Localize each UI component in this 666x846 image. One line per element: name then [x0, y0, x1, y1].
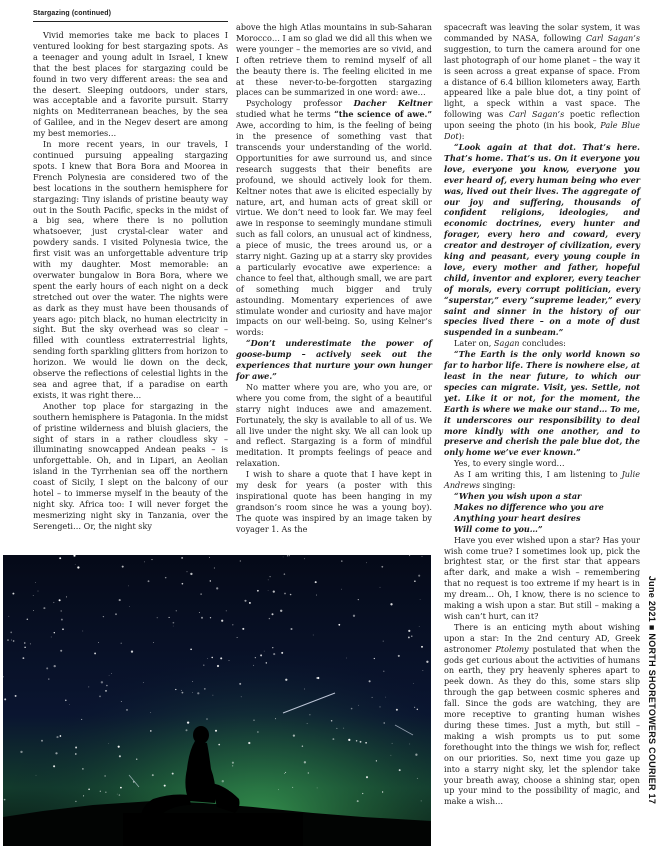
star: [283, 557, 284, 558]
star: [380, 587, 381, 588]
star: [59, 599, 61, 601]
person-name: Dacher Keltner: [353, 98, 432, 109]
star: [242, 628, 244, 630]
star: [285, 679, 287, 681]
star: [126, 709, 128, 711]
star: [129, 606, 130, 607]
star: [83, 795, 84, 796]
star: [117, 794, 118, 795]
star: [255, 657, 256, 658]
star: [35, 582, 36, 583]
folio-text: June 2021 ■ NORTH SHORETOWERS COURIER 17: [647, 575, 657, 805]
star: [173, 622, 175, 624]
star: [304, 689, 305, 690]
star: [24, 642, 25, 643]
star: [284, 773, 285, 774]
star: [272, 647, 273, 648]
star: [82, 631, 83, 632]
star: [222, 780, 224, 782]
star: [51, 637, 52, 638]
star: [169, 617, 170, 618]
star: [211, 657, 212, 658]
star: [98, 642, 99, 643]
column-2: [236, 22, 432, 535]
star: [77, 566, 79, 568]
star: [358, 705, 359, 706]
star: [372, 697, 373, 698]
star: [60, 650, 62, 652]
star: [11, 640, 12, 641]
star: [293, 734, 295, 736]
star: [99, 696, 101, 698]
star: [304, 761, 306, 763]
star: [417, 709, 418, 710]
star: [414, 580, 415, 581]
star: [36, 775, 37, 776]
star: [207, 658, 208, 659]
star: [308, 772, 309, 773]
star: [309, 714, 310, 715]
star: [399, 769, 401, 771]
star: [358, 599, 359, 600]
star: [213, 695, 214, 696]
star: [383, 641, 384, 642]
star: [210, 617, 211, 618]
pull-quote: “Don’t underestimate the power of goose-bump – actively seek out the experiences that nurture your own hunger for awe.”: [236, 338, 432, 381]
star: [409, 744, 410, 745]
star: [108, 743, 109, 744]
paragraph: Later on, Sagan concludes:: [454, 338, 566, 349]
star: [241, 696, 242, 697]
star: [268, 590, 269, 591]
star: [206, 718, 208, 720]
star: [187, 721, 189, 723]
star: [215, 730, 217, 732]
star: [237, 637, 238, 638]
star: [62, 628, 64, 630]
lyric-line: “When you wish upon a star: [454, 490, 582, 501]
star: [422, 556, 423, 557]
star: [398, 655, 400, 657]
star: [390, 603, 392, 605]
section-header: Stargazing (continued): [33, 10, 112, 17]
star: [82, 768, 84, 770]
paragraph: Psychology professor Dacher Keltner studied what he terms “the science of awe.” Awe, according to him, is the feeling of being in the presence of something vast that transcends your understanding of the world. Opportunities for awe surround us, and since research suggests that their benefits are profound, we should actively look for them. Keltner notes that awe is elicited especially by nature, art, and human acts of great skill or virtue. We don’t need to look far. We may feel awe in response to seemingly mundane stimuli such as fall colors, an unusual act of kindness, a piece of music, the trees around us, or a starry night. Gazing up at a starry sky provides a particularly evocative awe experience: a chance to feel that, although small, we are part of something much bigger and truly astounding. Momentary experiences of awe stimulate wonder and curiosity and have major impacts on our well-being. So, using Kelner’s words:: [236, 98, 432, 338]
star: [121, 643, 122, 644]
star: [75, 753, 77, 755]
star: [272, 613, 274, 615]
star: [103, 616, 104, 617]
star: [257, 590, 259, 592]
star: [290, 628, 292, 630]
paragraph: No matter where you are, who you are, or where you come from, the sight of a beautiful starry night induces awe and amazement. Fortunately, the sky is available to all of us. We all live under the night sky. We all can look up and reflect. Stargazing is a form of mindful meditation. It prompts feelings of peace and relaxation.: [236, 381, 432, 469]
star: [220, 657, 222, 659]
star: [175, 689, 176, 690]
star: [366, 776, 368, 778]
star: [287, 555, 288, 556]
star: [56, 736, 58, 738]
star: [332, 738, 334, 740]
star: [8, 616, 9, 617]
star: [411, 636, 412, 637]
star: [376, 760, 377, 761]
paragraph: As I am writing this, I am listening to Julie Andrews singing:: [444, 469, 640, 491]
star: [209, 557, 210, 558]
star: [232, 624, 233, 625]
star: [356, 740, 358, 742]
lyric-line: Makes no difference who you are: [454, 501, 604, 512]
star: [269, 618, 270, 619]
star: [239, 683, 241, 685]
star: [257, 731, 259, 733]
star: [33, 610, 34, 611]
night-sky-photo: [3, 555, 431, 846]
star: [232, 765, 233, 766]
star: [128, 585, 129, 586]
star: [88, 788, 90, 790]
paragraph: spacecraft was leaving the solar system, it was commanded by NASA, following Carl Sagan’s suggestion, to turn the camera around for one last photograph of our home planet – the way it is seen across a great expanse of space. From a distance of 6.4 billion kilometers away, Earth appeared like a pale blue dot, a tiny point of light, a speck within a vast space. The following was Carl Sagan’s poetic reflection upon seeing the photo (in his book, Pale Blue Dot):: [444, 22, 640, 142]
star: [119, 599, 121, 601]
star: [152, 774, 154, 776]
star: [226, 611, 227, 612]
star: [69, 704, 70, 705]
star: [20, 751, 22, 753]
star: [10, 632, 12, 634]
star: [38, 591, 39, 592]
star: [426, 661, 428, 663]
star: [200, 593, 201, 594]
star: [341, 589, 342, 590]
paragraph: Another top place for stargazing in the southern hemisphere is Patagonia. In the midst of pristine wilderness and bluish glaciers, the sight of stars in a rather cloudless sky – illuminating snowcapped Andean peaks – is unforgettable. Oh, and in Lipari, an Aeolian island in the Tyrrhenian sea off the northern coast of Sicily, I slept on the balcony of our hotel – to immerse myself in the beauty of the night sky. Africa too: I will never forget the mesmerizing night sky in Tanzania, over the Serengeti… Or, the night sky: [33, 400, 228, 531]
star: [369, 680, 371, 682]
block-quote: “The Earth is the only world known so far to harbor life. There is nowhere else, at least in the near future, to which our species can migrate. Visit, yes. Settle, not yet. Like it or not, for the moment, the Earth is where we make our stand… To me, it underscores our responsibility to deal more kindly with one another, and to preserve and cherish the pale blue dot, the only home we’ve ever known.”: [444, 349, 640, 458]
paragraph: Vivid memories take me back to places I ventured looking for best stargazing spots. As a teenager and young adult in Israel, I knew that the best places for stargazing could be found in two very different areas: the sea and the desert. Sleeping outdoors, under stars, was acceptable and a favorite pursuit. Starry nights on Mediterranean beaches, by the sea of Galilee, and in the Negev desert are among my best memories…: [33, 30, 228, 139]
star: [315, 581, 317, 583]
star: [61, 619, 63, 621]
star: [59, 557, 61, 559]
star: [210, 580, 211, 581]
star: [182, 692, 184, 694]
star: [280, 610, 282, 612]
star: [4, 698, 6, 700]
star: [118, 746, 120, 748]
star: [360, 741, 362, 743]
star: [104, 775, 105, 776]
star: [331, 720, 333, 722]
star: [41, 740, 43, 742]
star: [317, 677, 319, 679]
star: [204, 688, 206, 690]
star: [285, 772, 286, 773]
star: [22, 657, 24, 659]
star: [304, 558, 305, 559]
star: [341, 560, 342, 561]
star: [281, 652, 283, 654]
star: [48, 678, 49, 679]
star: [290, 594, 292, 596]
star: [88, 686, 89, 687]
star: [343, 728, 344, 729]
star: [173, 626, 174, 627]
star: [24, 647, 25, 648]
star: [65, 700, 67, 702]
header-rule: [33, 21, 228, 22]
star: [60, 735, 62, 737]
star: [362, 793, 363, 794]
star: [151, 559, 152, 560]
star: [317, 788, 318, 789]
star: [182, 583, 184, 585]
star: [153, 642, 154, 643]
star: [131, 650, 133, 652]
star: [106, 685, 108, 687]
lyric-line: Anything your heart desires: [454, 512, 581, 523]
star: [218, 744, 220, 746]
star: [269, 576, 270, 577]
star: [275, 718, 276, 719]
star: [165, 577, 167, 579]
star: [229, 660, 230, 661]
paragraph: Yes, to every single word…: [454, 458, 565, 469]
star: [420, 599, 421, 600]
star: [33, 595, 34, 596]
star: [423, 670, 424, 671]
term: “the science of awe.”: [334, 109, 432, 120]
star: [109, 675, 110, 676]
star: [66, 596, 67, 597]
star: [413, 683, 414, 684]
star: [273, 653, 275, 655]
lyric-line: Will come to you…”: [454, 523, 543, 534]
star: [101, 681, 103, 683]
star: [12, 593, 14, 595]
star: [260, 654, 262, 656]
star: [415, 754, 417, 756]
column-3: [444, 22, 640, 807]
star: [264, 651, 265, 652]
star: [54, 665, 56, 667]
star: [81, 719, 82, 720]
star: [150, 712, 151, 713]
star: [316, 595, 317, 596]
star: [353, 615, 355, 617]
star: [248, 742, 250, 744]
star: [192, 681, 193, 682]
star: [244, 600, 246, 602]
star: [53, 765, 55, 767]
star: [391, 755, 392, 756]
star: [53, 602, 54, 603]
star: [176, 610, 177, 611]
star: [186, 729, 188, 731]
star: [55, 752, 57, 754]
star: [365, 742, 367, 744]
star: [253, 665, 254, 666]
star: [94, 652, 96, 654]
star: [15, 695, 17, 697]
star: [232, 762, 234, 764]
star: [284, 593, 286, 595]
star: [150, 730, 152, 732]
star: [136, 758, 137, 759]
star: [266, 662, 267, 663]
star: [192, 692, 193, 693]
star: [46, 667, 48, 669]
star: [7, 639, 9, 641]
star: [273, 590, 275, 592]
star: [217, 665, 219, 667]
star: [307, 723, 308, 724]
star: [121, 701, 122, 702]
star: [289, 555, 290, 556]
star: [348, 739, 350, 741]
star: [338, 624, 340, 626]
star: [221, 620, 223, 622]
star: [240, 560, 241, 561]
star: [313, 635, 314, 636]
star: [385, 697, 386, 698]
star: [214, 567, 215, 568]
star: [105, 690, 107, 692]
star: [351, 708, 353, 710]
star: [75, 564, 76, 565]
star: [143, 682, 144, 683]
star: [380, 706, 381, 707]
star: [216, 587, 218, 589]
star: [419, 626, 420, 627]
star: [148, 580, 150, 582]
star: [111, 673, 112, 674]
star: [421, 646, 423, 648]
star: [190, 649, 192, 651]
page-folio: [645, 540, 659, 840]
star: [181, 557, 183, 559]
star: [382, 791, 383, 792]
star: [316, 677, 317, 678]
star: [119, 755, 121, 757]
star: [4, 799, 6, 801]
star: [187, 571, 188, 572]
star: [197, 692, 199, 694]
star: [383, 671, 384, 672]
star: [100, 791, 101, 792]
star: [30, 643, 31, 644]
star: [105, 792, 106, 793]
block-quote: “Look again at that dot. That’s here. That’s home. That’s us. On it everyone you love, everyone you know, everyone you ever heard of, every human being who ever was, lived out their lives. The aggregate of our joy and suffering, thousands of confident religions, ideologies, and economic doctrines, every hunter and forager, every hero and coward, every creator and destroyer of civilization, every king and peasant, every young couple in love, every mother and father, hopeful child, inventor and explorer, every teacher of morals, every corrupt politician, every “superstar,” every “supreme leader,” every saint and sinner in the history of our species lived there – on a mote of dust suspended in a sunbeam.”: [444, 141, 640, 338]
star: [418, 575, 420, 577]
paragraph: There is an enticing myth about wishing upon a star: In the 2nd century AD, Greek astronomer Ptolemy postulated that when the gods get curious about the activities of humans on earth, they pry heavenly spheres apart to peek down. As they do this, some stars slip through the gap between cosmic spheres and fall. Since the gods are watching, they are more receptive to granting human wishes during these times. Just a myth, but still – making a wish prompts us to put some forethought into the things we wish for, reflect on our priorities. So, next time you gaze up into a starry night sky, let the splendor take your breath away, choose a shining star, open up your mind to the possibility of magic, and make a wish…: [444, 621, 640, 807]
star: [284, 573, 286, 575]
star: [144, 562, 145, 563]
star: [268, 580, 269, 581]
star: [181, 690, 182, 691]
star: [172, 773, 174, 775]
star: [366, 562, 367, 563]
star: [75, 801, 76, 802]
star: [417, 778, 418, 779]
column-1: [33, 30, 228, 532]
star: [190, 573, 192, 575]
star: [164, 785, 166, 787]
star: [384, 722, 385, 723]
star: [13, 640, 15, 642]
star: [253, 719, 254, 720]
star: [27, 618, 29, 620]
star: [157, 617, 158, 618]
paragraph: Have you ever wished upon a star? Has your wish come true? I sometimes look up, pick the brightest star, or the first star that appears after dark, and make a wish – remembering that no request is too extreme if my heart is in my dream… Oh, I know, there is no science to making a wish upon a star. But still – making a wish can’t hurt, can it?: [444, 534, 640, 621]
star: [278, 789, 279, 790]
star: [249, 602, 251, 604]
star: [119, 794, 120, 795]
star: [336, 728, 337, 729]
star: [122, 566, 124, 568]
star: [392, 743, 393, 744]
star: [115, 613, 117, 615]
star: [346, 658, 347, 659]
star: [414, 707, 415, 708]
star: [292, 787, 293, 788]
star: [54, 632, 55, 633]
star: [201, 617, 203, 619]
star: [374, 658, 375, 659]
star: [43, 607, 45, 609]
star: [408, 630, 410, 632]
paragraph: In more recent years, in our travels, I continued pursuing appealing stargazing spots. I knew that Bora Bora and Moorea in French Polynesia are considered two of the best locations in the southern hemisphere for stargazing: Tiny islands of pristine beauty way out in the South Pacific, specks in the midst of a big sea, where there is no pollution whatsoever, just crystal-clear water and powdery sands. I visited Polynesia twice, the first visit was an unforgettable adventure trip with my daughter. Most memorable: an overwater bungalow in Bora Bora, where we spent the early hours of each night on a deck stretched out over the water. The nights were as dark as they must have been thousands of years ago: pitch black, no human electricity in sight. But the sky overhead was so clear – filled with countless extraterrestrial lights, sending forth sparkling glitters from horizon to horizon. We would lie down on the deck, observe the reflections of celestial lights in the sea and agree that, if a paradise on earth exists, it was right there…: [33, 139, 228, 400]
star: [199, 612, 200, 613]
star: [75, 747, 77, 749]
paragraph: above the high Atlas mountains in sub-Saharan Morocco… I am so glad we did all this when we were younger – the memories are so vivid, and I often retrieve them to remind myself of all the beauty there is. The feeling elicited in me at these never-to-be-forgotten stargazing places can be summarized in one word: awe…: [236, 22, 432, 98]
paragraph: I wish to share a quote that I have kept in my desk for years (a poster with this inspirational quote has been hanging in my grandson’s room since he was a young boy). The quote was inspired by an image taken by voyager 1. As the: [236, 469, 432, 534]
star: [302, 745, 303, 746]
star: [60, 610, 61, 611]
star: [408, 636, 410, 638]
star: [396, 709, 398, 711]
star: [203, 665, 204, 666]
star: [381, 566, 383, 568]
star: [421, 800, 422, 801]
star: [120, 787, 122, 789]
star: [357, 800, 359, 802]
